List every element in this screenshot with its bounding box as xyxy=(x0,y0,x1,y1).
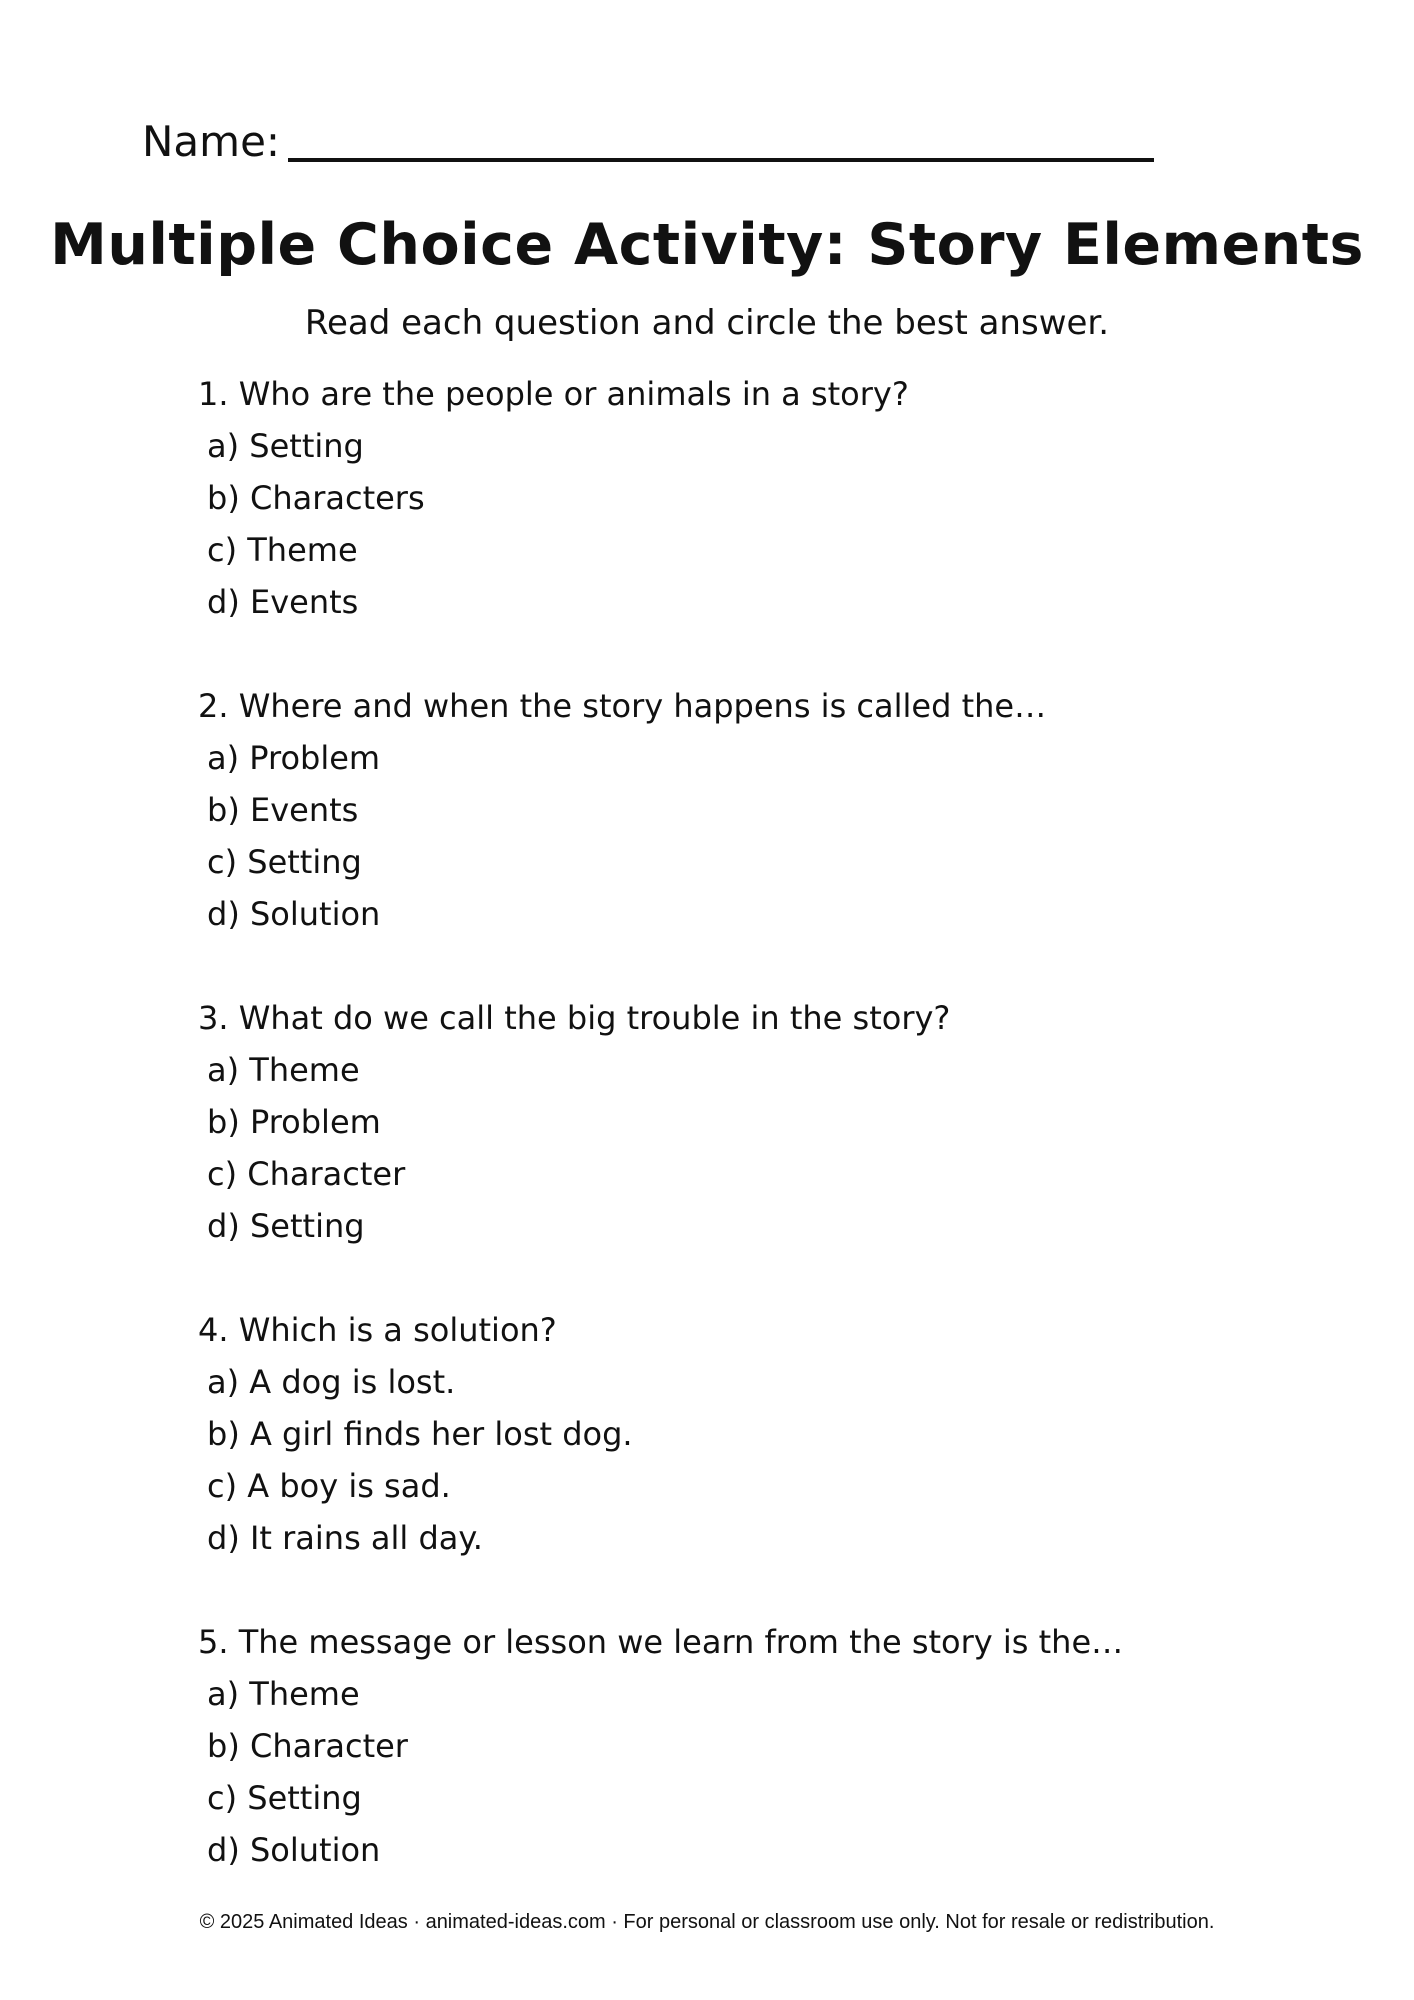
answer-option-c[interactable]: c) Setting xyxy=(207,843,362,881)
copyright-footer: © 2025 Animated Ideas · animated-ideas.com · For personal or classroom use only. Not for resale or redistribution. xyxy=(199,1911,1215,1933)
answer-option-d[interactable]: d) Solution xyxy=(207,895,381,933)
question-text: 5. The message or lesson we learn from the story is the… xyxy=(198,1623,1124,1661)
answer-option-b[interactable]: b) A girl finds her lost dog. xyxy=(207,1415,633,1453)
name-field-line[interactable] xyxy=(142,112,1154,172)
answer-option-d[interactable]: d) It rains all day. xyxy=(207,1519,483,1557)
question-text: 2. Where and when the story happens is called the… xyxy=(198,687,1047,725)
answer-option-a[interactable]: a) Problem xyxy=(207,739,381,777)
name-label: Name: xyxy=(142,117,281,166)
question-1 xyxy=(198,368,1298,628)
answer-option-b[interactable]: b) Problem xyxy=(207,1103,381,1141)
answer-option-d[interactable]: d) Solution xyxy=(207,1831,381,1869)
question-list xyxy=(198,368,1298,1928)
question-text: 4. Which is a solution? xyxy=(198,1311,557,1349)
answer-option-a[interactable]: a) Theme xyxy=(207,1675,360,1713)
name-blank-line[interactable] xyxy=(288,158,1154,162)
question-5 xyxy=(198,1616,1298,1876)
page-title: Multiple Choice Activity: Story Elements xyxy=(50,212,1364,278)
question-text: 1. Who are the people or animals in a story? xyxy=(198,375,909,413)
answer-option-c[interactable]: c) Theme xyxy=(207,531,358,569)
answer-option-a[interactable]: a) Setting xyxy=(207,427,364,465)
answer-option-b[interactable]: b) Characters xyxy=(207,479,425,517)
answer-option-d[interactable]: d) Setting xyxy=(207,1207,365,1245)
answer-option-c[interactable]: c) Setting xyxy=(207,1779,362,1817)
answer-option-a[interactable]: a) Theme xyxy=(207,1051,360,1089)
question-text: 3. What do we call the big trouble in the story? xyxy=(198,999,951,1037)
answer-option-b[interactable]: b) Character xyxy=(207,1727,408,1765)
question-3 xyxy=(198,992,1298,1252)
instructions-text: Read each question and circle the best answer. xyxy=(304,303,1110,343)
question-4 xyxy=(198,1304,1298,1564)
answer-option-c[interactable]: c) Character xyxy=(207,1155,406,1193)
answer-option-c[interactable]: c) A boy is sad. xyxy=(207,1467,451,1505)
answer-option-d[interactable]: d) Events xyxy=(207,583,359,621)
question-2 xyxy=(198,680,1298,940)
answer-option-a[interactable]: a) A dog is lost. xyxy=(207,1363,456,1401)
answer-option-b[interactable]: b) Events xyxy=(207,791,359,829)
